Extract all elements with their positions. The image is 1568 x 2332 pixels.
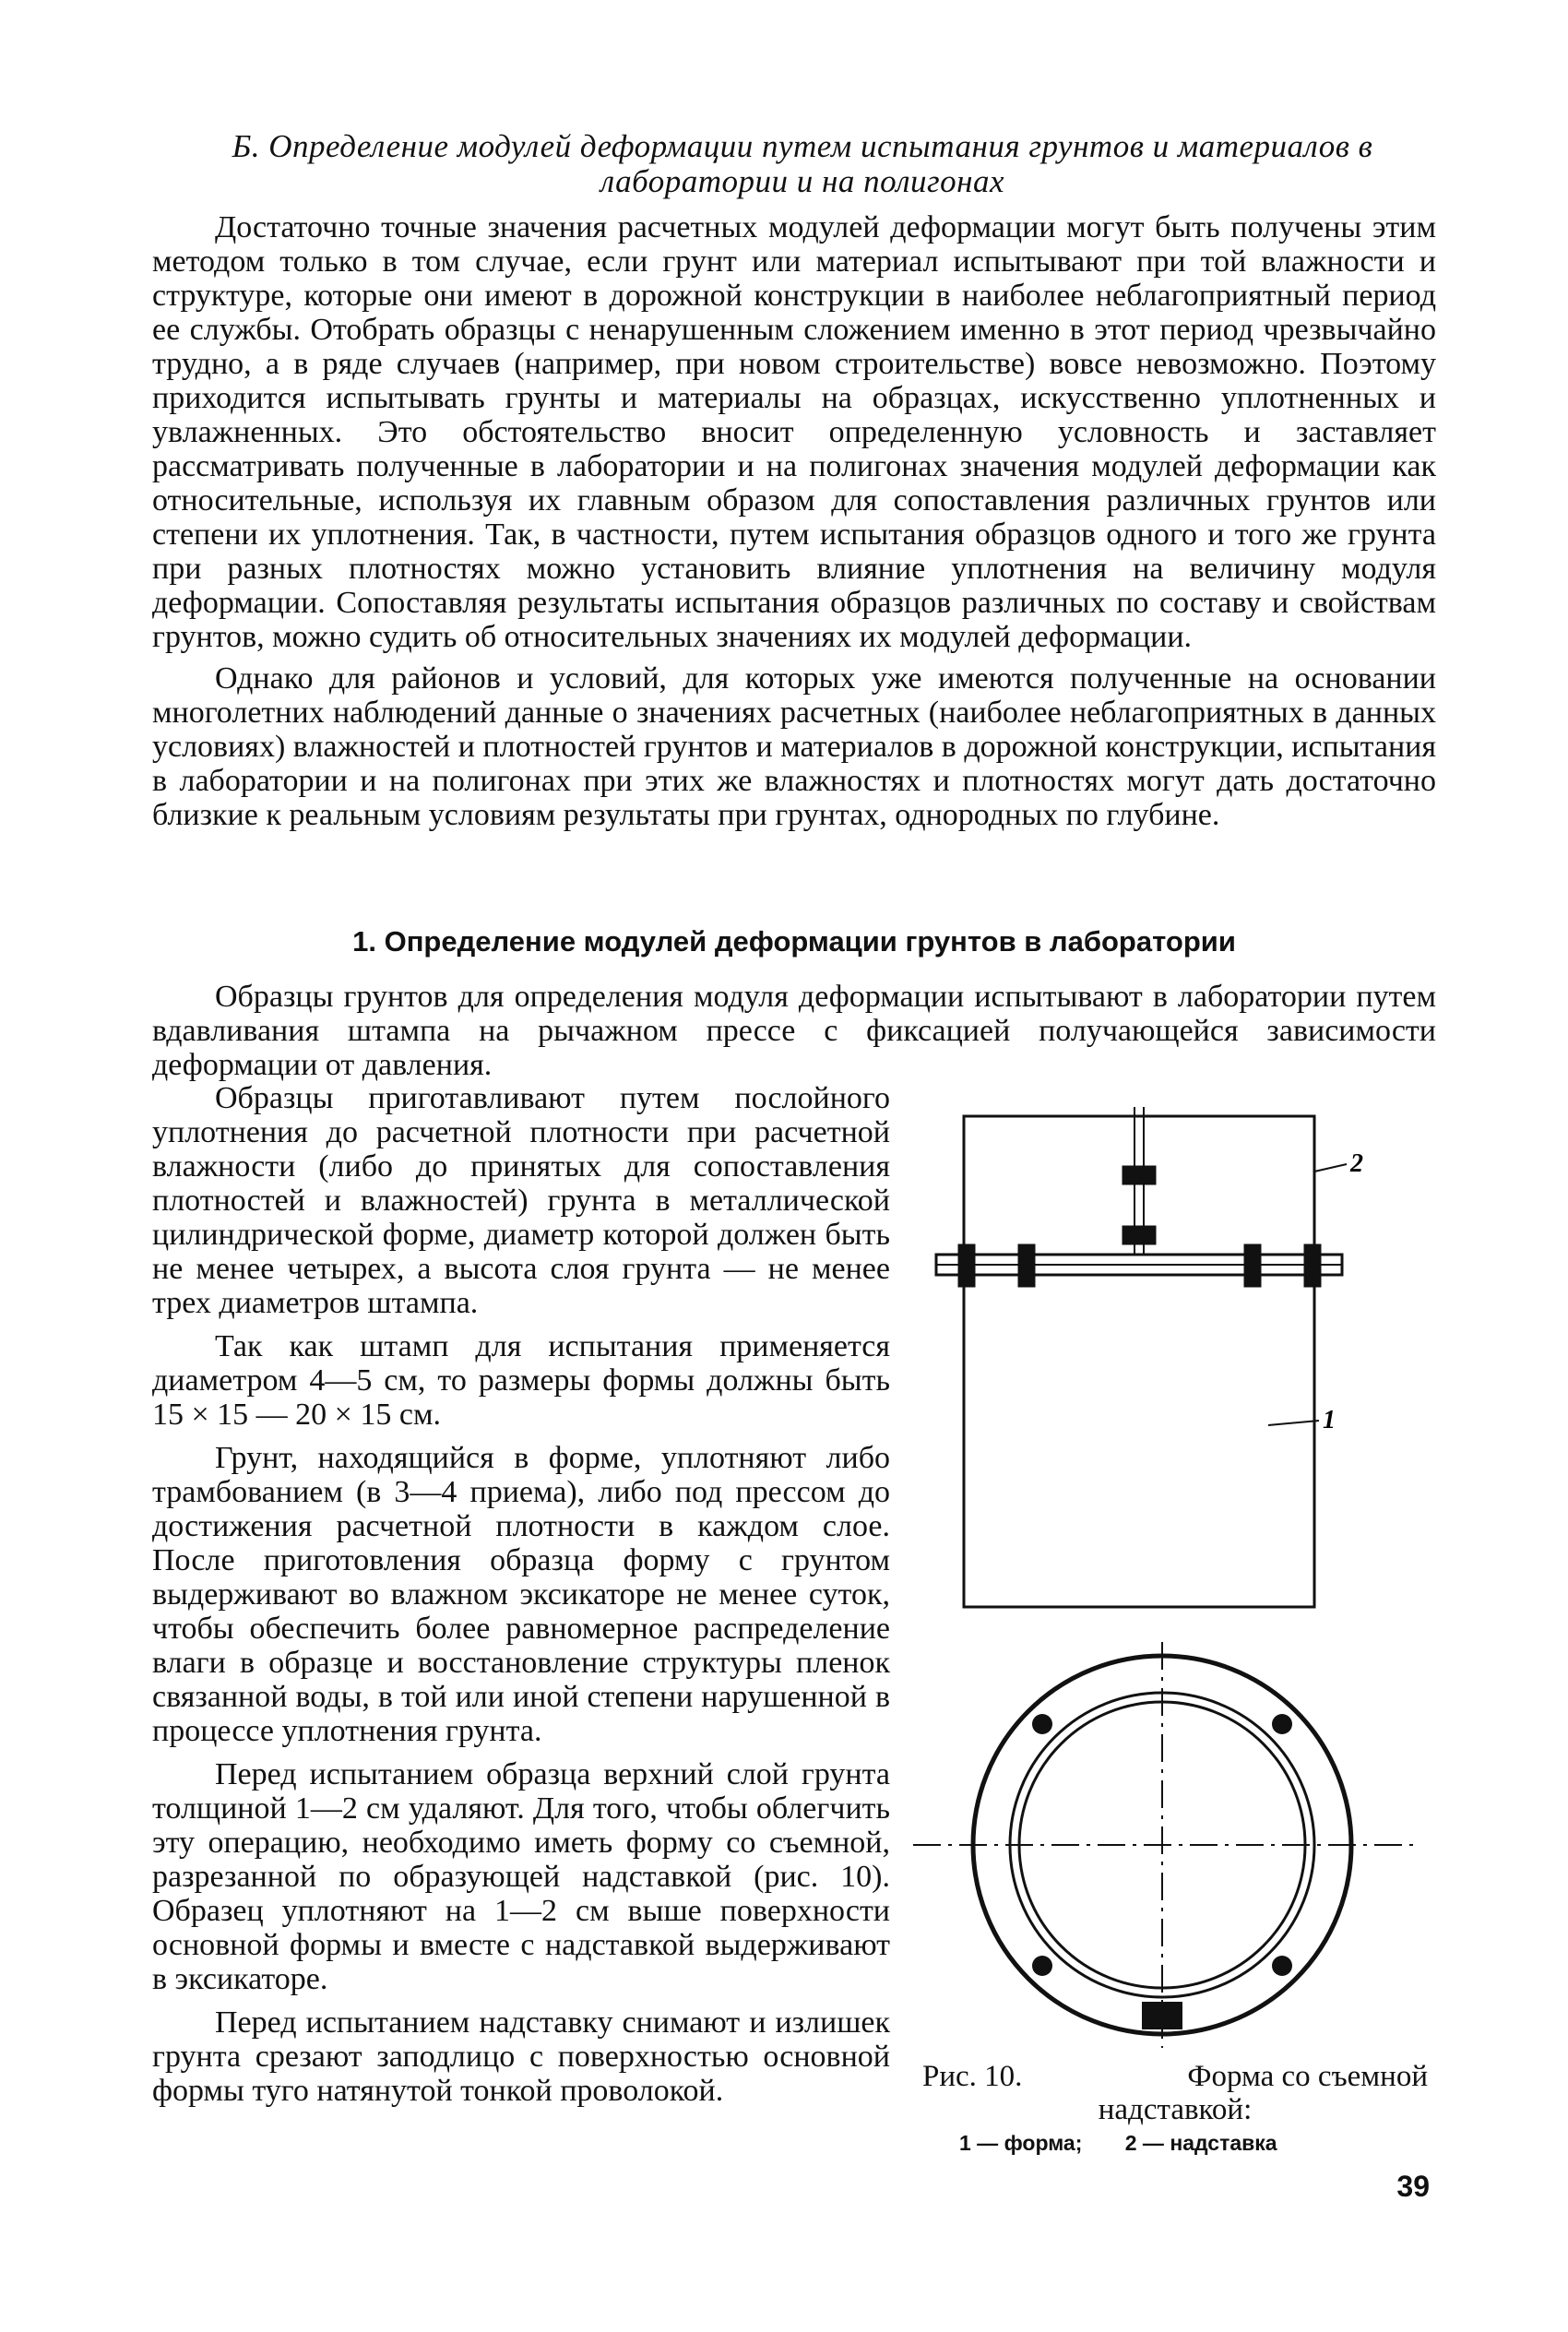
caption-line1: Форма со съемной [1187,2060,1428,2093]
section-b-heading: Б. Определение модулей деформации путем испытания грунтов и материалов в лаборатории и на полигонах [232,128,1373,199]
figure-10-drawing [913,1089,1439,2057]
column-paragraph-4: Перед испытанием образца верхний слой грунта толщиной 1—2 см удаляют. Для того, чтобы облегчить эту операцию, необходимо иметь форму со съемной, разрезанной по образующей надставкой (рис. 10). Образец уплотняют на 1—2 см выше поверхности основной формы и вместе с надставкой выдерживают в эксикаторе. [152,1757,890,1996]
column-paragraph-1: Образцы приготавливают путем послойного уплотнения до расчетной плотности при расчетной влажности (либо до принятых для сопоставления плотностей и влажностей) грунта в металлической цилиндрической форме, диаметр которой должен быть не менее четырех, а высота слоя грунта — не менее трех диаметров штампа. [152,1081,890,1320]
section-1-lead [152,980,1436,1089]
figure-caption [922,2060,1428,2126]
column-paragraph-2: Так как штамп для испытания применяется диаметром 4—5 см, то размеры формы должны быть 15 × 15 — 20 × 15 см. [152,1329,890,1432]
caption-prefix: Рис. 10. [922,2060,1023,2093]
intro-paragraph-1: Достаточно точные значения расчетных модулей деформации могут быть получены этим методом только в том случае, если грунт или материал испытывают при той влажности и структуре, которые они имеют в дорожной конструкции в наиболее неблагоприятный период ее службы. Отобрать образцы с ненарушенным сложением именно в этот период чрезвычайно трудно, а в ряде случаев (например, при новом строительстве) вовсе невозможно. Поэтому приходится испытывать грунты и материалы на образцах, искусственно уплотненных и увлажненных. Это обстоятельство вносит определенную условность и заставляет рассматривать полученные в лаборатории и на полигонах значения модулей деформации как относительные, используя их главным образом для сопоставления различных грунтов или степени их уплотнения. Так, в частности, путем испытания образцов одного и того же грунта при разных плотностях можно установить влияние уплотнения на величину модуля деформации. Сопоставляя результаты испытания образцов различных по составу и свойствам грунтов, можно судить об относительных значениях их модулей деформации. [152,210,1436,654]
legend-item-1: 1 — форма; [959,2131,1083,2155]
figure-legend [959,2131,1314,2156]
label-2: 2 [1350,1149,1363,1178]
mold-body [964,1275,1314,1607]
section-1-heading: 1. Определение модулей деформации грунтов в лаборатории [352,925,1236,958]
label-1: 1 [1323,1406,1336,1434]
column-text [152,1081,890,2117]
lead-paragraph: Образцы грунтов для определения модуля деформации испытывают в лаборатории путем вдавливания штампа на рычажном прессе с фиксацией получающейся зависимости деформации от давления. [152,980,1436,1082]
intro-text [152,210,1436,839]
column-paragraph-5: Перед испытанием надставку снимают и излишек грунта срезают заподлицо с поверхностью основной формы туго натянутой тонкой проволокой. [152,2005,890,2108]
caption-line2: надставкой: [1098,2093,1253,2126]
intro-paragraph-2: Однако для районов и условий, для которых уже имеются полученные на основании многолетних наблюдений данные о значениях расчетных (наиболее неблагоприятных в данных условиях) влажностей и плотностей грунтов и материалов в дорожной конструкции, испытания в лаборатории и на полигонах при этих же влажностях и плотностях могут дать достаточно близкие к реальным условиям результаты при грунтах, однородных по глубине. [152,661,1436,832]
seam-bolt-bottom [1123,1227,1155,1243]
seam-bolt-top [1123,1167,1155,1184]
mold-side-view [936,1107,1347,1607]
mold-top-view [913,1642,1416,2048]
page-number: 39 [1396,2170,1430,2203]
column-paragraph-3: Грунт, находящийся в форме, уплотняют либо трамбованием (в 3—4 приема), либо под прессом до достижения расчетной плотности в каждом слое. После приготовления образца форму с грунтом выдерживают во влажном эксикаторе не менее суток, чтобы обеспечить более равномерное распределение влаги в образце и восстановление структуры пленок связанной воды, в той или иной степени нарушенной в процессе уплотнения грунта. [152,1441,890,1748]
legend-item-2: 2 — надставка [1124,2131,1277,2155]
